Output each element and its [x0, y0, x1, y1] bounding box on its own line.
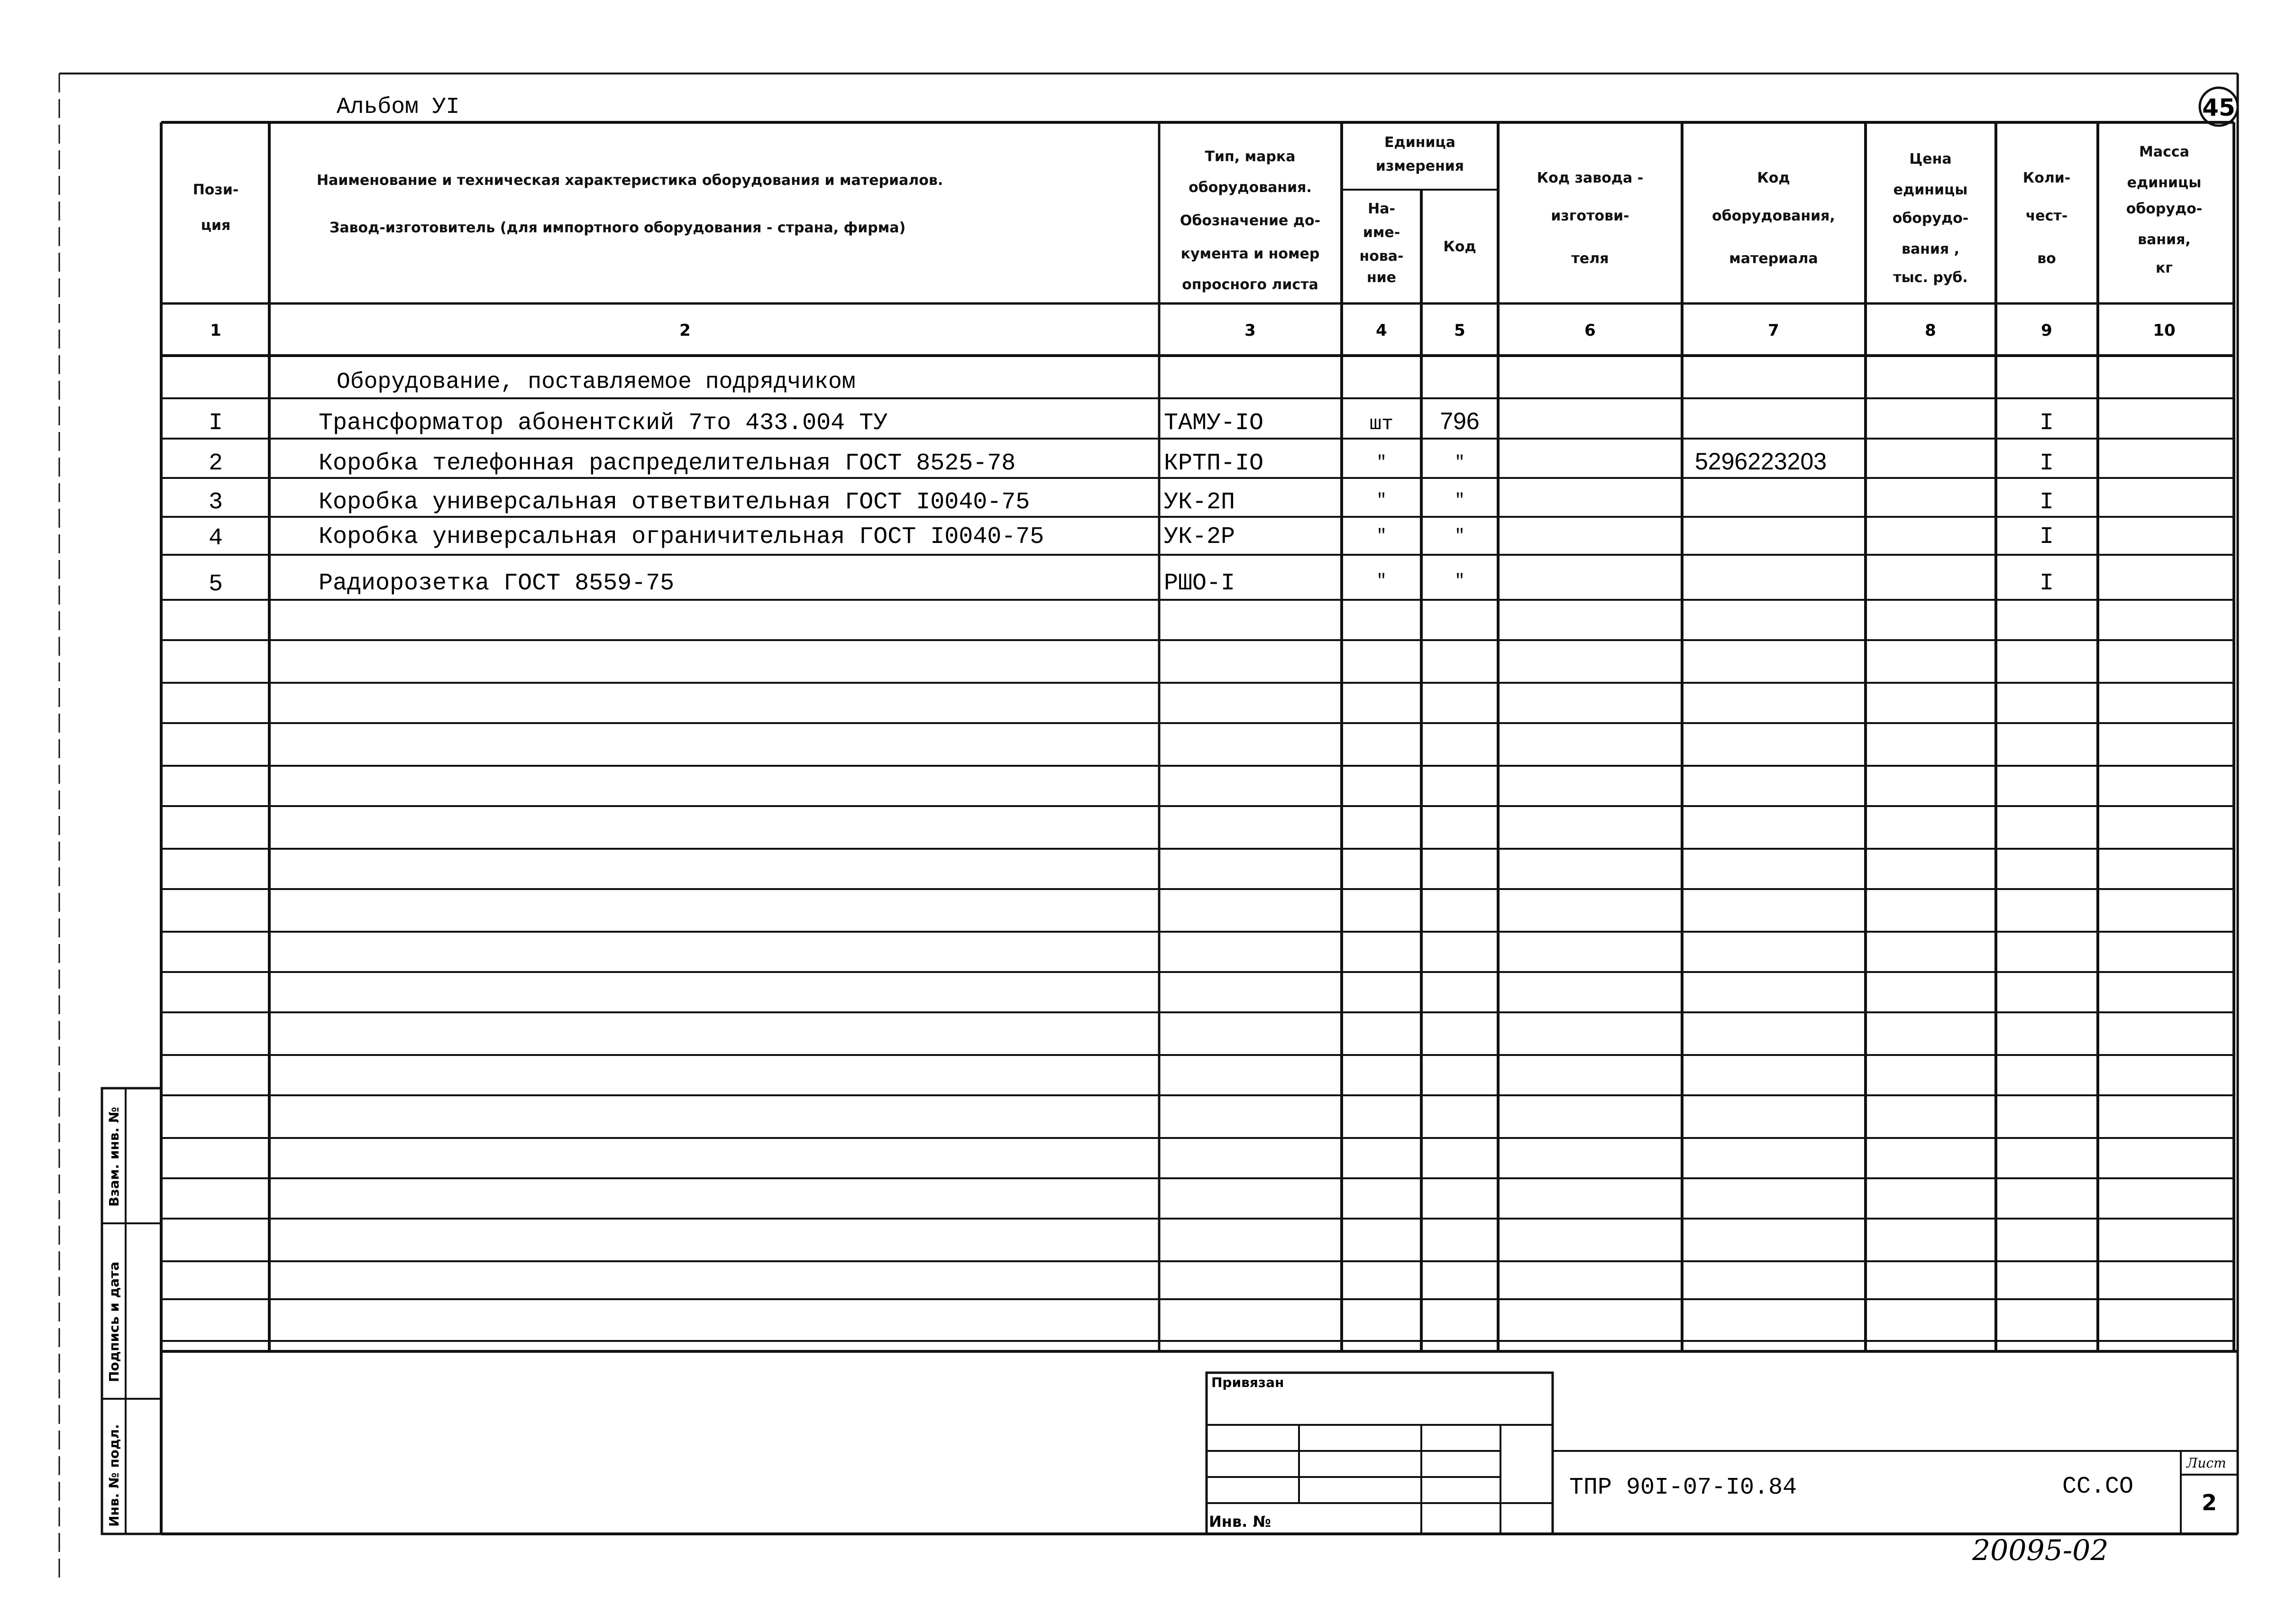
stamp-privyazan: Привязан	[1211, 1375, 1284, 1390]
side-stamp-inv-orig: Инв. № подл.	[106, 1424, 122, 1527]
table-row	[209, 489, 2054, 516]
frame-lines	[59, 73, 2238, 1579]
row4-code: "	[1454, 526, 1465, 546]
row2-qty: I	[2039, 450, 2054, 477]
header-factory-1: Код завода -	[1537, 170, 1644, 186]
header-price-2: единицы	[1893, 182, 1968, 198]
header-name-2: Завод-изготовитель (для импортного оборудования - страна, фирма)	[329, 220, 906, 236]
row4-type: УК-2Р	[1164, 523, 1235, 551]
row2-name: Коробка телефонная распределительная ГОСТ 8525-78	[319, 450, 1016, 477]
row1-code: 796	[1440, 408, 1480, 434]
table-header	[193, 134, 2203, 293]
header-unit-name-2: име-	[1363, 224, 1400, 241]
stamp-inv-no: Инв. №	[1209, 1513, 1271, 1531]
colnum-9: 9	[2041, 321, 2052, 340]
row2-type: КРТП-IО	[1164, 450, 1264, 477]
row3-code: "	[1454, 491, 1465, 510]
header-unit-code: Код	[1443, 239, 1476, 255]
title-block	[1207, 1373, 2238, 1534]
row1-qty: I	[2039, 410, 2054, 437]
stamp-list-label: Лист	[2186, 1455, 2226, 1471]
header-qty-1: Коли-	[2022, 170, 2071, 186]
row3-type: УК-2П	[1164, 489, 1235, 516]
header-equip-3: материала	[1729, 250, 1818, 267]
page-number-badge	[2200, 88, 2238, 126]
colnum-7: 7	[1768, 321, 1779, 340]
row5-type: РШО-I	[1164, 570, 1235, 597]
header-pos-1: Пози-	[192, 182, 239, 198]
row5-code: "	[1454, 571, 1465, 591]
header-price-4: вания ,	[1901, 241, 1960, 257]
colnum-3: 3	[1244, 321, 1256, 340]
row3-name: Коробка универсальная ответвительная ГОСТ I0040-75	[319, 489, 1030, 516]
stamp-list-number: 2	[2201, 1490, 2217, 1515]
header-qty-2: чест-	[2025, 208, 2068, 224]
colnum-5: 5	[1454, 321, 1465, 340]
table-row	[209, 570, 2054, 598]
row3-pos: 3	[208, 489, 223, 516]
handwritten-number: 20095-02	[1972, 1534, 2109, 1567]
row4-unit: "	[1376, 526, 1387, 546]
row4-qty: I	[2039, 523, 2054, 551]
table-row	[209, 523, 2054, 552]
header-type-1: Тип, марка	[1205, 148, 1296, 165]
stamp-doc-suffix: СС.СО	[2062, 1473, 2134, 1500]
column-numbers-row	[210, 321, 2176, 340]
header-mass-1: Масса	[2139, 144, 2189, 160]
row4-pos: 4	[208, 525, 223, 552]
section-title: Оборудование, поставляемое подрядчиком	[337, 369, 856, 395]
header-type-3: Обозначение до-	[1180, 212, 1321, 229]
page-number-text: 45	[2202, 94, 2235, 121]
header-price-3: оборудо-	[1892, 210, 1969, 227]
colnum-4: 4	[1376, 321, 1387, 340]
row2-pos: 2	[208, 450, 223, 477]
row5-unit: "	[1376, 571, 1387, 591]
header-unit-name-4: ние	[1366, 269, 1397, 286]
row1-type: ТАМУ-IО	[1164, 410, 1264, 437]
row2-code: "	[1454, 453, 1465, 472]
row2-equip-code: 5296223203	[1695, 448, 1827, 475]
header-unit-1: Единица	[1384, 134, 1455, 151]
side-stamp-signature-date: Подпись и дата	[106, 1261, 122, 1382]
colnum-6: 6	[1584, 321, 1596, 340]
header-mass-4: вания,	[2138, 231, 2191, 248]
header-mass-3: оборудо-	[2126, 201, 2203, 217]
header-price-1: Цена	[1909, 151, 1952, 167]
header-price-5: тыс. руб.	[1893, 269, 1968, 286]
row3-qty: I	[2039, 489, 2054, 516]
row2-unit: "	[1376, 453, 1387, 472]
row1-name: Трансформатор абонентский 7то 433.004 ТУ	[319, 410, 888, 437]
header-name-1: Наименование и техническая характеристика оборудования и материалов.	[317, 172, 943, 189]
row1-pos: I	[208, 410, 223, 437]
row5-name: Радиорозетка ГОСТ 8559-75	[319, 570, 675, 597]
stamp-doc-code: ТПР 90I-07-I0.84	[1569, 1474, 1797, 1501]
row3-unit: "	[1376, 491, 1387, 510]
row5-pos: 5	[208, 571, 223, 598]
table-row	[209, 448, 2054, 477]
header-factory-3: теля	[1571, 250, 1609, 267]
header-equip-2: оборудования,	[1712, 208, 1835, 224]
header-type-4: кумента и номер	[1180, 246, 1320, 262]
header-equip-1: Код	[1757, 170, 1790, 186]
colnum-10: 10	[2153, 321, 2176, 340]
side-stamp	[102, 1088, 161, 1534]
colnum-1: 1	[210, 321, 221, 340]
row4-name: Коробка универсальная ограничительная ГОСТ I0040-75	[319, 523, 1044, 551]
side-stamp-replace-inv: Взам. инв. №	[106, 1107, 122, 1207]
colnum-2: 2	[679, 321, 691, 340]
header-unit-name-3: нова-	[1359, 248, 1404, 265]
row5-qty: I	[2039, 570, 2054, 597]
table-body	[209, 408, 2054, 598]
header-mass-5: кг	[2155, 260, 2173, 276]
album-title: Альбом УI	[337, 94, 460, 120]
header-pos-2: ция	[201, 217, 231, 234]
header-qty-3: во	[2037, 250, 2056, 267]
colnum-8: 8	[1925, 321, 1936, 340]
header-unit-2: измерения	[1375, 158, 1464, 174]
header-factory-2: изготови-	[1551, 208, 1629, 224]
header-type-2: оборудования.	[1189, 179, 1312, 196]
header-type-5: опросного листа	[1182, 276, 1318, 293]
row1-unit: шт	[1369, 413, 1394, 435]
header-mass-2: единицы	[2127, 174, 2202, 191]
header-unit-name-1: На-	[1368, 201, 1395, 217]
table-row	[209, 408, 2054, 437]
